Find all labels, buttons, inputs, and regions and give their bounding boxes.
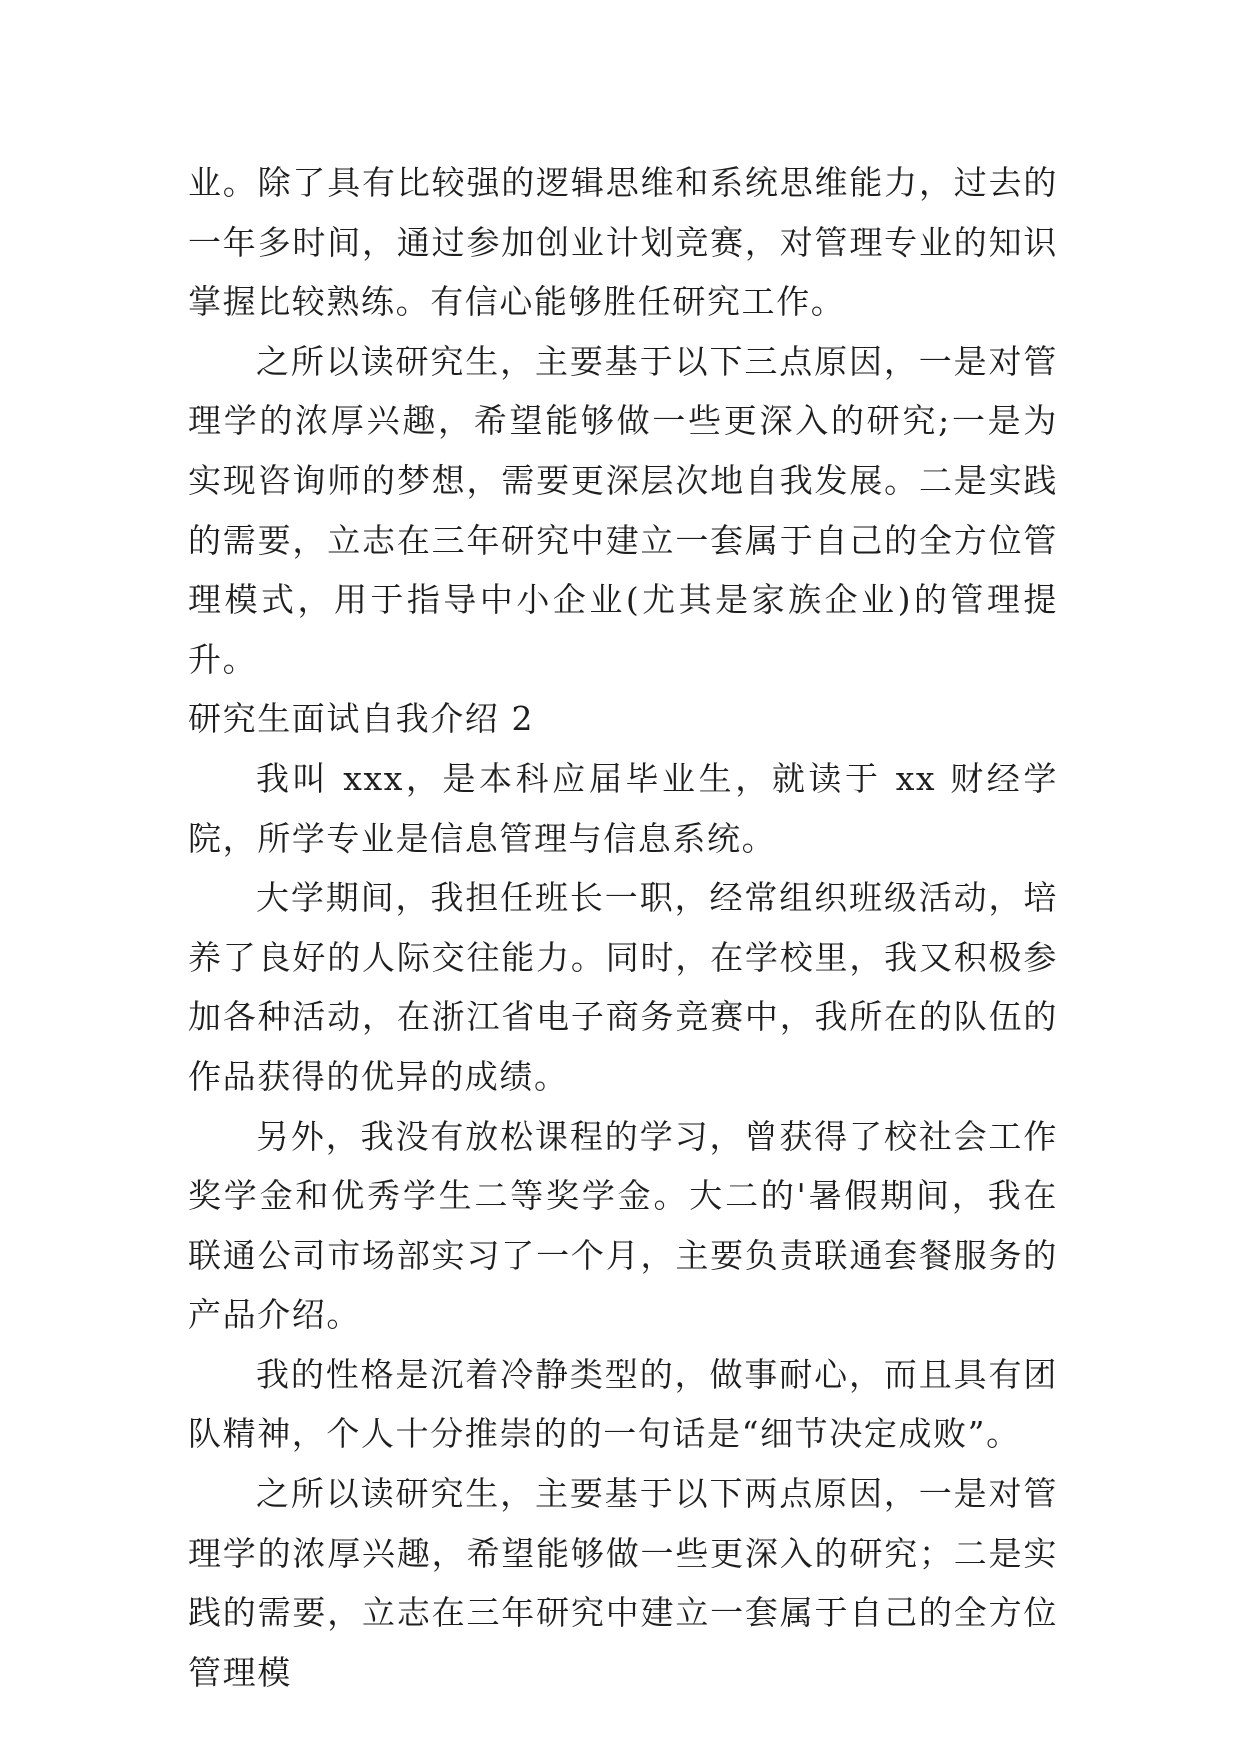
section-title: 研究生面试自我介绍 2	[188, 699, 535, 739]
paragraph-personality: 我的性格是沉着冷静类型的，做事耐心，而且具有团队精神，个人十分推崇的的一句话是“细节决定成败”。	[188, 1354, 1058, 1454]
paragraph-introduction: 我叫 xxx，是本科应届毕业生，就读于 xx 财经学院，所学专业是信息管理与信息系统。	[188, 758, 1058, 858]
paragraph-university: 大学期间，我担任班长一职，经常组织班级活动，培养了良好的人际交往能力。同时，在学校里，我又积极参加各种活动，在浙江省电子商务竞赛中，我所在的队伍的作品获得的优异的成绩。	[188, 878, 1058, 1096]
paragraph-reasons: 之所以读研究生，主要基于以下三点原因，一是对管理学的浓厚兴趣，希望能够做一些更深入的研究;一是为实现咨询师的梦想，需要更深层次地自我发展。二是实践的需要，立志在三年研究中建立一套属于自己的全方位管理模式，用于指导中小企业(尤其是家族企业)的管理提升。	[188, 341, 1058, 679]
document-body	[188, 153, 1058, 1702]
paragraph-continuation: 业。除了具有比较强的逻辑思维和系统思维能力，过去的一年多时间，通过参加创业计划竞赛，对管理专业的知识掌握比较熟练。有信心能够胜任研究工作。	[188, 163, 1058, 322]
paragraph-scholarship: 另外，我没有放松课程的学习，曾获得了校社会工作奖学金和优秀学生二等奖学金。大二的'暑假期间，我在联通公司市场部实习了一个月，主要负责联通套餐服务的产品介绍。	[188, 1116, 1058, 1335]
paragraph-motivation: 之所以读研究生，主要基于以下两点原因，一是对管理学的浓厚兴趣，希望能够做一些更深入的研究；二是实践的需要，立志在三年研究中建立一套属于自己的全方位管理模	[188, 1474, 1058, 1692]
